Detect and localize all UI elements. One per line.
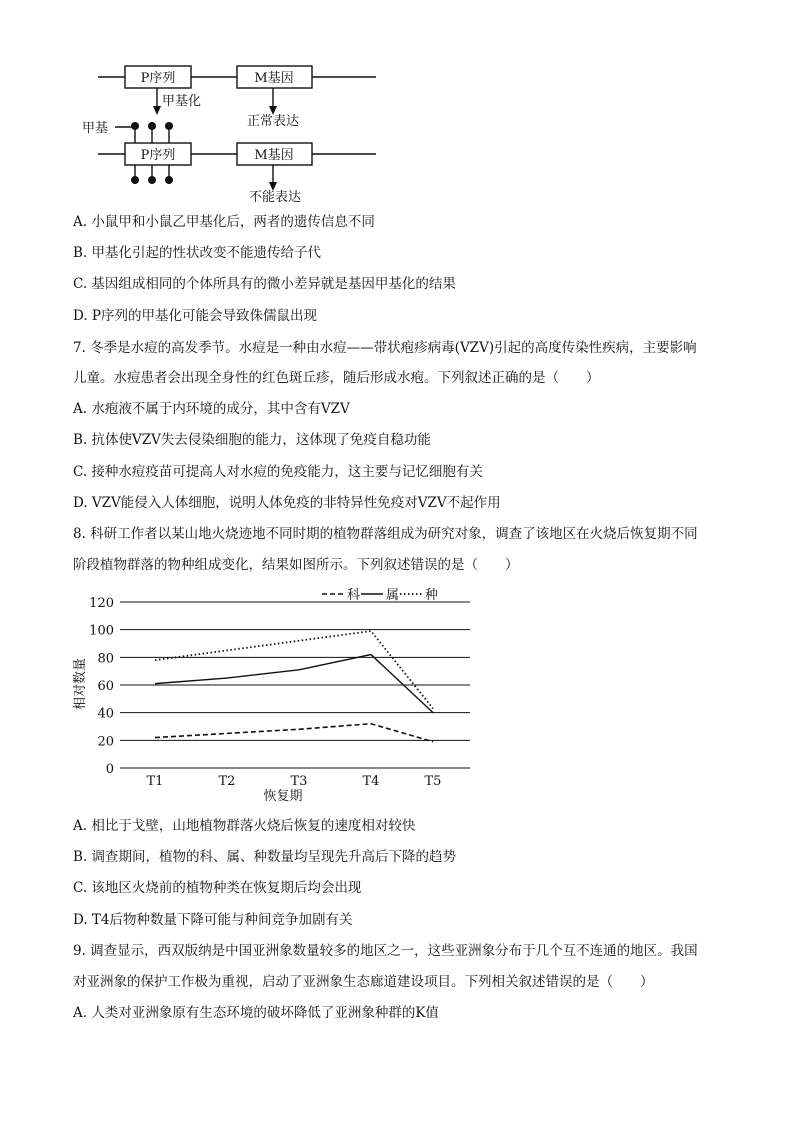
p-seq-label-top: P序列 [140,71,176,86]
q9-stem-line1: 9. 调查显示，西双版纳是中国亚洲象数量较多的地区之一，这些亚洲象分布于几个互不连通的地区。我国 [73,943,698,959]
q8-stem-line2: 阶段植物群落的物种组成变化，结果如图所示。下列叙述错误的是（ ） [73,557,519,573]
q9-option-a: A. 人类对亚洲象原有生态环境的破坏降低了亚洲象种群的K值 [73,1005,439,1021]
legend-label-ke: 科 [347,588,361,603]
x-tick-label: T3 [290,774,308,789]
methyl-label: 甲基 [82,121,109,136]
no-expression-label: 不能表达 [248,190,302,205]
normal-expression-label: 正常表达 [246,114,300,129]
q6-option-b: B. 甲基化引起的性状改变不能遗传给子代 [73,245,322,261]
q8-stem-line1: 8. 科研工作者以某山地火烧迹地不同时期的植物群落组成为研究对象，调查了该地区在火烧后恢复期不同 [73,526,698,542]
y-axis-label: 相对数量 [73,657,88,711]
q7-option-c: C. 接种水痘疫苗可提高人对水痘的免疫能力，这主要与记忆细胞有关 [73,464,483,480]
q7-stem-line2: 儿童。水痘患者会出现全身性的红色斑丘疹，随后形成水疱。下列叙述正确的是（ ） [73,370,600,386]
q6-option-c: C. 基因组成相同的个体所具有的微小差异就是基因甲基化的结果 [73,276,456,292]
y-tick-label: 20 [97,734,114,750]
series-line-dashed [155,724,433,742]
q8-option-d: D. T4后物种数量下降可能与种间竞争加剧有关 [73,912,353,928]
x-tick-label: T2 [218,774,236,789]
chart-legend [322,587,438,603]
y-tick-label: 40 [97,706,114,722]
legend-label-zhong: 种 [425,588,439,603]
y-tick-label: 120 [89,596,114,611]
m-gene-label-bottom: M基因 [254,148,294,163]
legend-label-shu: 属 [386,588,400,603]
m-gene-label-top: M基因 [254,71,294,86]
q7-option-d: D. VZV能侵入人体细胞，说明人体免疫的非特异性免疫对VZV不起作用 [73,495,501,511]
x-axis-label: 恢复期 [263,789,303,804]
q6-option-d: D. P序列的甲基化可能会导致侏儒鼠出现 [73,308,318,324]
q7-option-b: B. 抗体使VZV失去侵染细胞的能力，这体现了免疫自稳功能 [73,432,431,448]
q9-stem-line2: 对亚洲象的保护工作极为重视，启动了亚洲象生态廊道建设项目。下列相关叙述错误的是（ ） [73,974,654,990]
species-line-chart [70,582,480,812]
p-seq-label-bottom: P序列 [140,148,176,163]
y-tick-label: 80 [97,651,114,667]
q8-option-c: C. 该地区火烧前的植物种类在恢复期后均会出现 [73,880,362,896]
y-tick-label: 60 [97,679,114,694]
x-tick-label: T1 [146,774,164,789]
y-tick-label: 0 [105,762,114,777]
y-tick-label: 100 [89,623,114,639]
q7-option-a: A. 水疱液不属于内环境的成分，其中含有VZV [73,401,350,417]
methylation-label: 甲基化 [162,94,202,109]
x-tick-label: T4 [362,774,380,789]
series-line-solid [155,655,433,713]
methylation-diagram [80,60,390,205]
q8-option-a: A. 相比于戈壁，山地植物群落火烧后恢复的速度相对较快 [73,818,416,834]
x-tick-label: T5 [424,774,442,789]
q7-stem-line1: 7. 冬季是水痘的高发季节。水痘是一种由水痘——带状疱疹病毒(VZV)引起的高度传染性疾病，主要影响 [73,340,697,356]
q6-option-a: A. 小鼠甲和小鼠乙甲基化后，两者的遗传信息不同 [73,214,375,230]
q8-option-b: B. 调查期间，植物的科、属、种数量均呈现先升高后下降的趋势 [73,849,457,865]
